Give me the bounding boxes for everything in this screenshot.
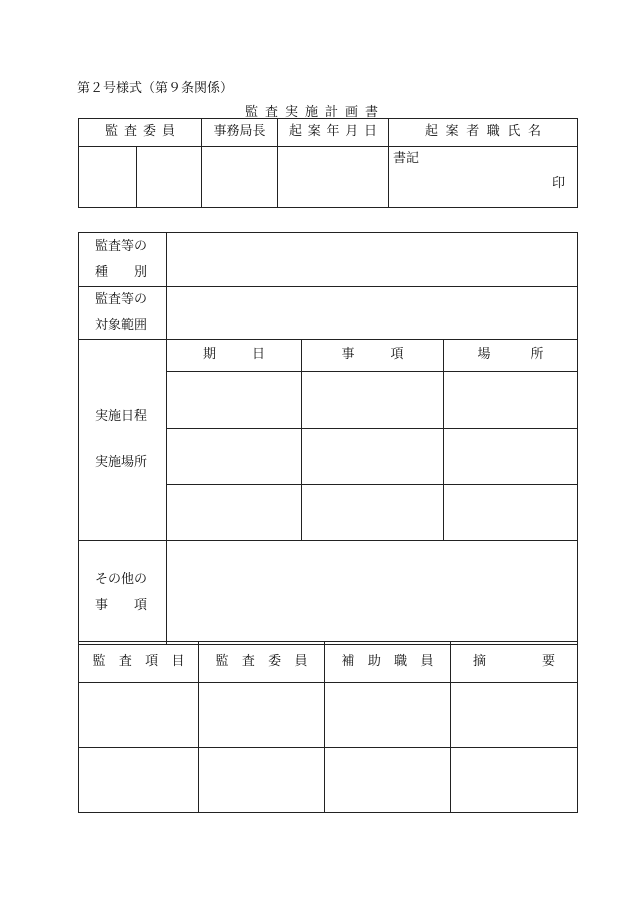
schedule-location-label: 実施日程 実施場所 xyxy=(79,340,167,541)
audit-scope-label: 監査等の 対象範囲 xyxy=(79,287,167,340)
schedule-place-cell[interactable] xyxy=(444,372,578,429)
schedule-date-cell[interactable] xyxy=(167,372,302,429)
other-matters-label: その他の 事項 xyxy=(79,541,167,645)
schedule-place-cell[interactable] xyxy=(444,429,578,485)
audit-commissioner-cell[interactable] xyxy=(199,683,325,748)
other-matters-field[interactable] xyxy=(167,541,578,645)
header-assistant-staff: 補助職員 xyxy=(325,642,451,683)
secretary-label: 書記 xyxy=(393,151,420,166)
header-draft-date: 起案年月日 xyxy=(278,119,389,147)
form-number: 第２号様式（第９条関係） xyxy=(77,81,234,96)
audit-item-cell[interactable] xyxy=(79,748,199,813)
header-matter: 事項 xyxy=(302,340,444,372)
header-drafter-name: 起案者職氏名 xyxy=(389,119,578,147)
seal-box-commissioner-2[interactable] xyxy=(137,147,202,208)
header-secretariat-director: 事務局長 xyxy=(202,119,278,147)
header-audit-commissioners: 監査委員 xyxy=(79,119,202,147)
assistant-staff-cell[interactable] xyxy=(325,748,451,813)
header-remarks: 摘要 xyxy=(451,642,578,683)
audit-item-cell[interactable] xyxy=(79,683,199,748)
draft-date-field[interactable] xyxy=(278,147,389,208)
remarks-cell[interactable] xyxy=(451,683,578,748)
audit-type-label: 監査等の 種別 xyxy=(79,233,167,287)
drafter-name-field[interactable] xyxy=(389,147,578,208)
schedule-matter-cell[interactable] xyxy=(302,372,444,429)
seal-box-commissioner-1[interactable] xyxy=(79,147,137,208)
audit-commissioner-cell[interactable] xyxy=(199,748,325,813)
audit-type-field[interactable] xyxy=(167,233,578,287)
document-title: 監査実施計画書 xyxy=(244,105,385,120)
assistant-staff-cell[interactable] xyxy=(325,683,451,748)
audit-scope-field[interactable] xyxy=(167,287,578,340)
header-place: 場所 xyxy=(444,340,578,372)
plan-table xyxy=(78,232,578,645)
schedule-date-cell[interactable] xyxy=(167,485,302,541)
approval-table xyxy=(78,118,578,208)
seal-mark: 印 xyxy=(551,176,565,191)
remarks-cell[interactable] xyxy=(451,748,578,813)
schedule-place-cell[interactable] xyxy=(444,485,578,541)
header-audit-commissioner: 監査委員 xyxy=(199,642,325,683)
seal-box-director[interactable] xyxy=(202,147,278,208)
header-audit-item: 監査項目 xyxy=(79,642,199,683)
schedule-matter-cell[interactable] xyxy=(302,429,444,485)
schedule-date-cell[interactable] xyxy=(167,429,302,485)
audit-items-table xyxy=(78,641,578,813)
schedule-matter-cell[interactable] xyxy=(302,485,444,541)
header-date: 期日 xyxy=(167,340,302,372)
